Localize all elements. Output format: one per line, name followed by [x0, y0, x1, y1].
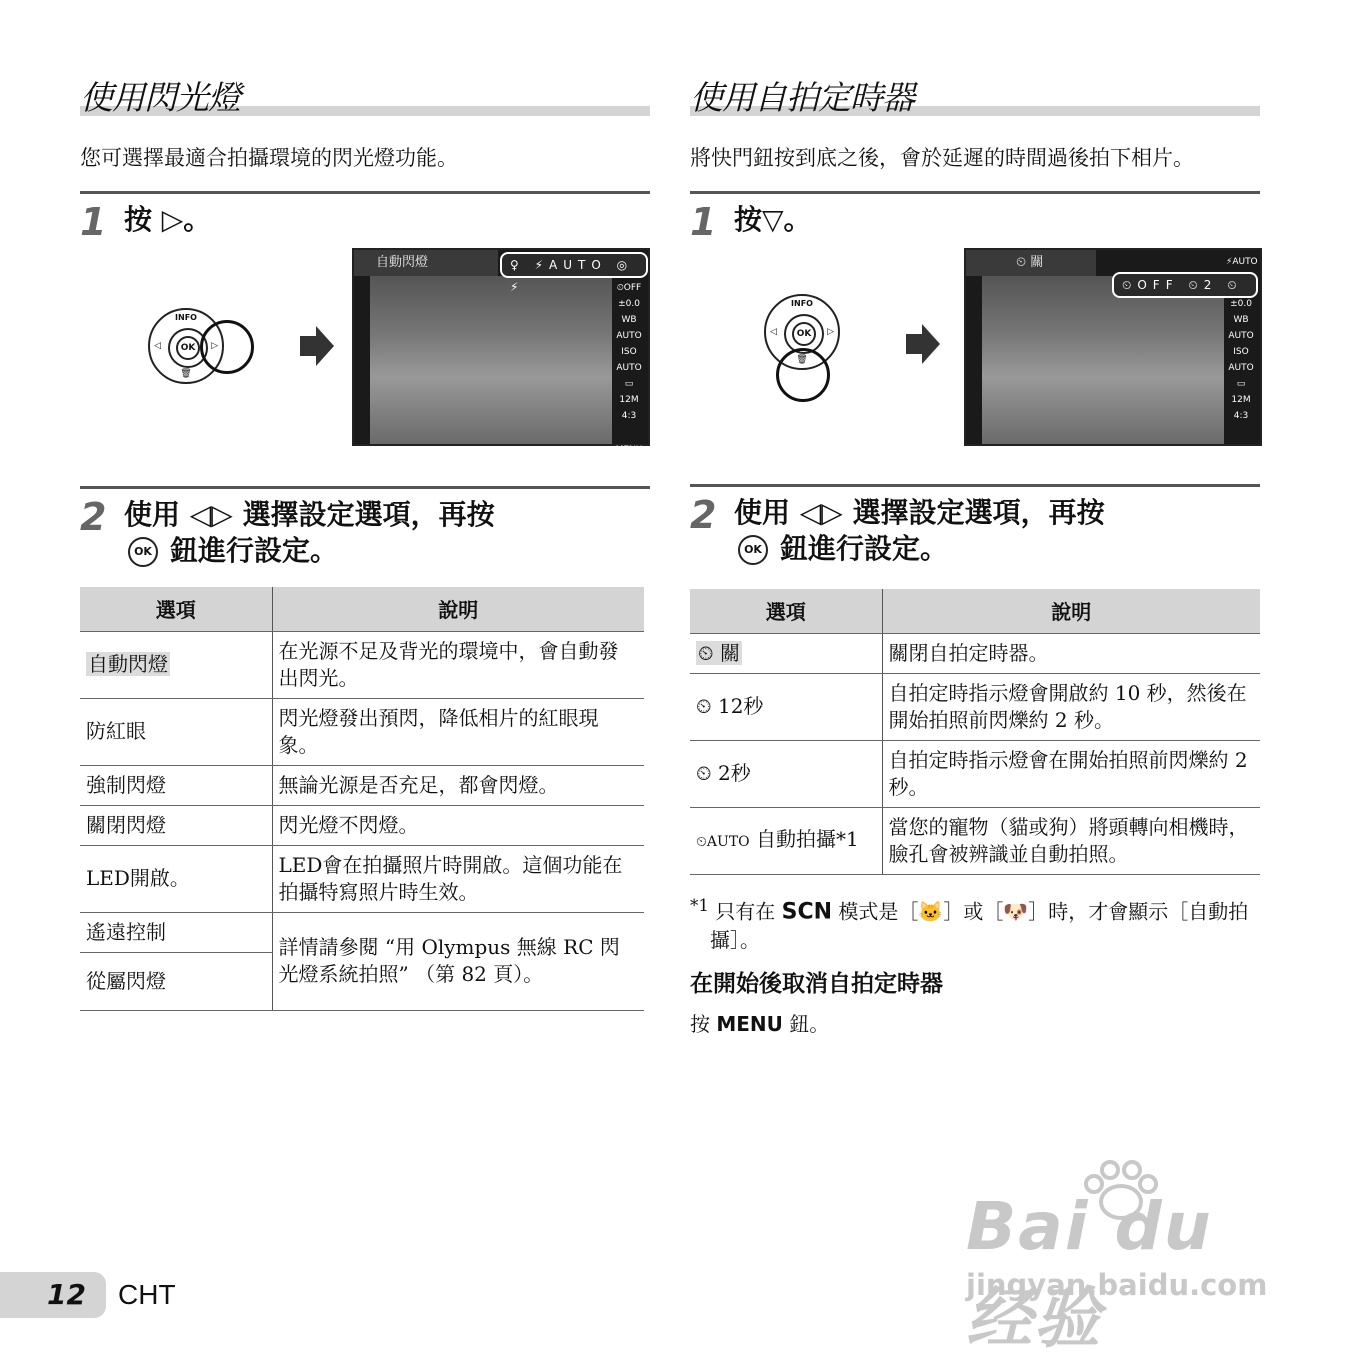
step-text: 使用 ◁▷ 選擇設定選項，再按 OK 鈕進行設定。 — [124, 498, 495, 567]
column-header: 選項 — [690, 589, 882, 633]
sample-photo — [982, 276, 1224, 444]
table-row: 關閉閃燈 閃光燈不閃燈。 — [80, 805, 644, 845]
self-timer-icon: ⏲ — [698, 640, 714, 665]
step-number: 2 — [80, 495, 107, 539]
trash-icon: 🗑 — [180, 369, 192, 379]
watermark-logo: Bai du 经验 — [966, 1188, 1213, 1357]
info-label: INFO — [175, 313, 197, 322]
table-row: 強制閃燈 無論光源是否充足，都會閃燈。 — [80, 765, 644, 805]
self-timer-icon: ⏲ — [696, 694, 712, 718]
sample-photo — [370, 276, 612, 444]
camera-screen — [964, 248, 1262, 459]
flash-icons: ♀ ⚡AUTO ◎ ⚡ — [500, 252, 648, 278]
self-timer-icon: ⏲ — [696, 761, 712, 785]
right-arrow-icon: ▷ — [211, 341, 218, 351]
camera-screen — [352, 248, 650, 455]
ok-button-icon: OK — [176, 336, 200, 360]
watermark-url: jingyan.baidu.com — [966, 1268, 1268, 1302]
step-text: 按▽。 — [734, 203, 812, 236]
right-arrow-icon: ▷ — [827, 327, 834, 337]
page-number: 12 — [0, 1272, 106, 1318]
intro-text: 將快門鈕按到底之後，會於延遲的時間過後拍下相片。 — [690, 146, 1194, 170]
left-arrow-icon: ◁ — [770, 327, 777, 337]
step-1 — [690, 191, 1260, 244]
arrow-right-icon — [906, 324, 940, 364]
column-header: 說明 — [882, 589, 1260, 633]
screen-side-icons: ⚡AUTO ±0.0 WB AUTO ISO AUTO ▭ 12M 4:3 MENU — [1226, 257, 1258, 459]
self-timer-options-table — [690, 589, 1260, 875]
table-row: 遙遠控制 詳情請參閱 “用 Olympus 無線 RC 閃光燈系統拍照” （第 82 頁）。 — [80, 912, 644, 952]
step-2 — [690, 484, 1260, 567]
step-1-figure — [80, 248, 650, 458]
footnote: $^{*1}$ 只有在 SCN 模式是［🐱］或［🐶］時，才會顯示［自動拍攝］。 — [690, 895, 1249, 953]
intro-text: 您可選擇最適合拍攝環境的閃光燈功能。 — [80, 146, 458, 170]
table-row: ⏲ 12秒 自拍定時指示燈會開啟約 10 秒，然後在開始拍照前閃爍約 2 秒。 — [690, 673, 1260, 740]
table-row: ⏲AUTO 自動拍攝*1 當您的寵物（貓或狗）將頭轉向相機時，臉孔會被辨識並自動拍照。 — [690, 807, 1260, 874]
screen-label: ⏲ 關 — [966, 250, 1096, 276]
scn-mode-icon: SCN — [781, 899, 833, 925]
column-header: 說明 — [272, 587, 644, 631]
flash-section — [80, 72, 650, 1011]
screen-label: 自動閃燈 — [354, 250, 498, 276]
step-number: 1 — [80, 200, 107, 244]
step-1-figure — [690, 248, 1260, 458]
table-row: LED開啟。 LED會在拍攝照片時開啟。這個功能在拍攝特寫照片時生效。 — [80, 845, 644, 912]
table-row: ⏲ 關 關閉自拍定時器。 — [690, 633, 1260, 673]
step-text: 使用 ◁▷ 選擇設定選項，再按 OK 鈕進行設定。 — [734, 496, 1105, 565]
language-label: CHT — [118, 1279, 176, 1310]
table-row: 自動閃燈 在光源不足及背光的環境中，會自動發出閃光。 — [80, 631, 644, 698]
trash-icon: 🗑 — [796, 355, 808, 365]
self-timer-section — [690, 72, 1260, 1037]
arrow-right-icon — [300, 326, 334, 366]
table-row: ⏲ 2秒 自拍定時指示燈會在開始拍照前閃爍約 2 秒。 — [690, 740, 1260, 807]
screen-side-icons: ⏲OFF ±0.0 WB AUTO ISO AUTO ▭ 12M 4:3 MENU — [615, 283, 643, 455]
self-timer-icons: ⏲OFF ⏲2 ⏲ — [1112, 272, 1258, 298]
highlight-circle — [200, 320, 254, 374]
cancel-text: 按 MENU 鈕。 — [690, 1012, 830, 1037]
step-text: 按 ▷。 — [124, 203, 212, 236]
column-header: 選項 — [80, 587, 272, 631]
step-number: 2 — [690, 493, 717, 537]
baidu-watermark — [966, 1160, 1286, 1357]
cancel-heading: 在開始後取消自拍定時器 — [690, 971, 943, 998]
section-title: 使用閃光燈 — [80, 72, 650, 116]
auto-shutter-icon: ⏲AUTO — [696, 833, 750, 850]
table-row: 從屬閃燈 — [80, 952, 644, 1010]
ok-icon: OK — [738, 535, 768, 565]
ok-button-icon: OK — [792, 322, 816, 346]
ok-icon: OK — [128, 537, 158, 567]
section-title: 使用自拍定時器 — [690, 72, 1260, 116]
menu-key: MENU — [716, 1012, 783, 1037]
step-2 — [80, 486, 650, 569]
highlight-circle — [776, 348, 830, 402]
table-row: 防紅眼 閃光燈發出預閃，降低相片的紅眼現象。 — [80, 698, 644, 765]
step-1 — [80, 191, 650, 244]
step-number: 1 — [690, 200, 717, 244]
flash-options-table — [80, 587, 644, 1011]
info-label: INFO — [791, 299, 813, 308]
left-arrow-icon: ◁ — [154, 341, 161, 351]
